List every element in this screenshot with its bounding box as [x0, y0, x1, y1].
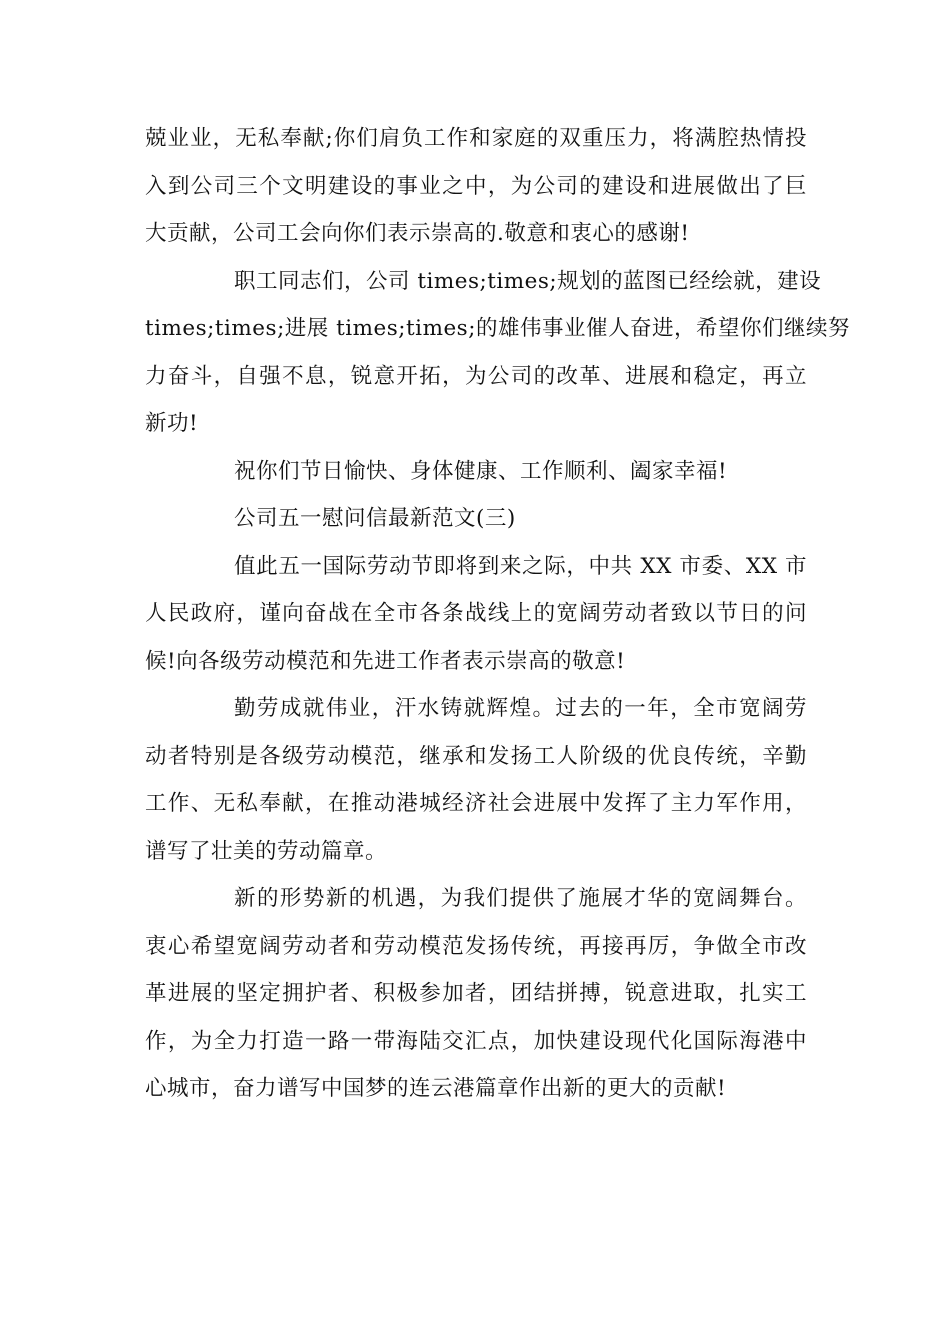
text-line: 动者特别是各级劳动模范，继承和发扬工人阶级的优良传统，辛勤 — [145, 743, 807, 769]
text-line: 大贡献，公司工会向你们表示崇高的.敬意和衷心的感谢! — [145, 221, 690, 246]
text-line: 勤劳成就伟业，汗水铸就辉煌。过去的一年，全市宽阔劳 — [234, 696, 807, 721]
text-line: 工作、无私奉献，在推动港城经济社会进展中发挥了主力军作用， — [145, 791, 807, 816]
paragraph-6 — [145, 685, 807, 875]
text-line: 职工同志们，公司 times;times;规划的蓝图已经绘就，建设 — [234, 268, 822, 294]
document-body — [145, 115, 850, 1113]
text-line: 心城市，奋力谱写中国梦的连云港篇章作出新的更大的贡献! — [145, 1076, 727, 1101]
paragraph-2 — [145, 258, 850, 448]
text-line: 人民政府，谨向奋战在全市各条战线上的宽阔劳动者致以节日的问 — [145, 601, 807, 626]
text-line: 衷心希望宽阔劳动者和劳动模范发扬传统，再接再厉，争做全市改 — [145, 933, 807, 959]
text-line: times;times;进展 times;times;的雄伟事业催人奋进，希望你们继续努 — [145, 316, 850, 341]
text-line: 值此五一国际劳动节即将到来之际，中共 XX 市委、XX 市 — [234, 553, 807, 579]
paragraph-5 — [145, 543, 807, 686]
text-line: 候!向各级劳动模范和先进工作者表示崇高的敬意! — [145, 648, 626, 674]
heading-line: 公司五一慰问信最新范文(三) — [234, 506, 516, 531]
text-line: 兢业业，无私奉献;你们肩负工作和家庭的双重压力，将满腔热情投 — [145, 126, 807, 151]
text-line: 新功! — [145, 411, 199, 436]
text-line: 谱写了壮美的劳动篇章。 — [145, 838, 388, 864]
paragraph-7 — [145, 875, 807, 1113]
text-line: 革进展的坚定拥护者、积极参加者，团结拼搏，锐意进取，扎实工 — [145, 981, 807, 1006]
text-line: 入到公司三个文明建设的事业之中，为公司的建设和进展做出了巨 — [145, 173, 807, 199]
text-line: 作，为全力打造一路一带海陆交汇点，加快建设现代化国际海港中 — [145, 1028, 807, 1054]
text-line: 新的形势新的机遇，为我们提供了施展才华的宽阔舞台。 — [234, 886, 807, 911]
section-heading — [145, 495, 807, 543]
text-line: 力奋斗，自强不息，锐意开拓，为公司的改革、进展和稳定，再立 — [145, 363, 807, 389]
paragraph-1 — [145, 115, 807, 258]
text-line: 祝你们节日愉快、身体健康、工作顺利、阖家幸福! — [234, 458, 728, 484]
paragraph-3 — [145, 448, 807, 496]
